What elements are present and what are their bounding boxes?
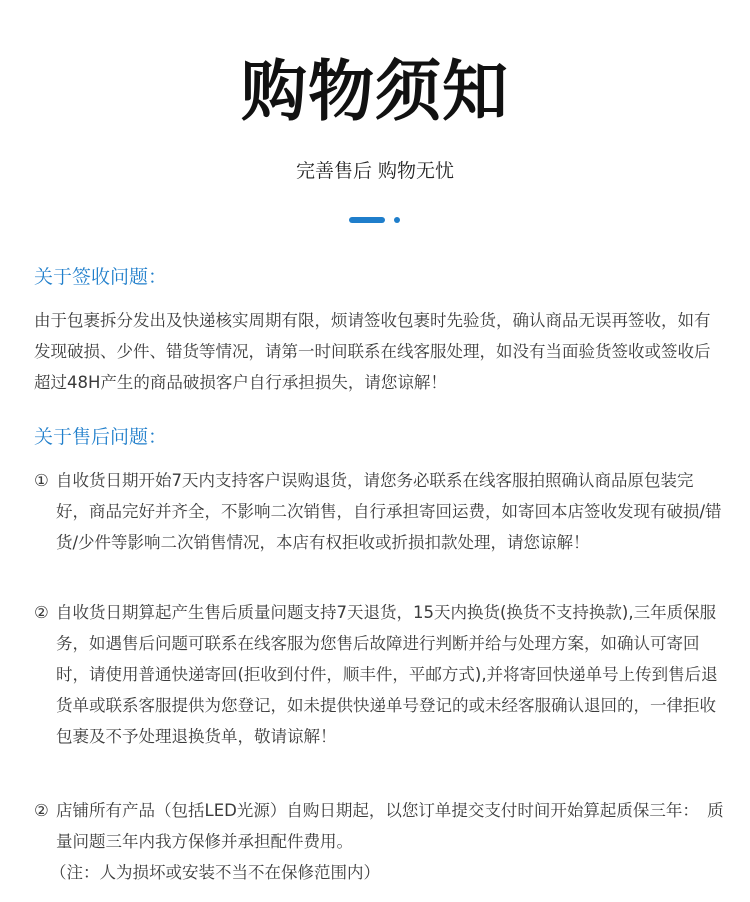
item-text: 自收货日期开始7天内支持客户误购退货，请您务必联系在线客服拍照确认商品原包装完好，商品完好并齐全，不影响二次销售，自行承担寄回运费，如寄回本店签收发现有破损/错货/少件等影响二次销售情况，本店有权拒收或折损扣款处理，请您谅解！	[56, 471, 722, 552]
receipt-paragraph: 由于包裹拆分发出及快递核实周期有限，烦请签收包裹时先验货，确认商品无误再签收，如有发现破损、少件、错货等情况，请第一时间联系在线客服处理，如没有当面验货签收或签收后超过48H产生的商品破损客户自行承担损失，请您谅解！	[34, 311, 711, 392]
warranty-note: （注：人为损坏或安装不当不在保修范围内）	[50, 863, 380, 882]
section-heading-aftersales: 关于售后问题：	[34, 426, 168, 448]
page-subtitle: 完善售后 购物无忧	[295, 160, 455, 182]
item-text: 店铺所有产品（包括LED光源）自购日期起，以您订单提交支付时间开始算起质保三年： 质量问题三年内我方保修并承担配件费用。	[56, 801, 724, 851]
divider-dot	[394, 217, 400, 223]
section-heading-receipt: 关于签收问题：	[34, 266, 168, 288]
item-marker: ①	[34, 471, 49, 490]
item-marker: ②	[34, 603, 49, 622]
divider-bar	[349, 217, 385, 223]
aftersales-item-1	[34, 465, 724, 558]
item-marker: ②	[34, 801, 49, 820]
aftersales-item-3	[34, 795, 724, 857]
aftersales-item-2	[34, 597, 724, 752]
page-title: 购物须知	[241, 53, 509, 130]
item-text: 自收货日期算起产生售后质量问题支持7天退货，15天内换货(换货不支持换款),三年质保服务，如遇售后问题可联系在线客服为您售后故障进行判断并给与处理方案，如确认可寄回时，请使用普通快递寄回(拒收到付件，顺丰件，平邮方式),并将寄回快递单号上传到售后退货单或联系客服提供为您登记，如未提供快递单号登记的或未经客服确认退回的，一律拒收包裹及不予处理退换货单，敬请谅解！	[56, 603, 718, 746]
